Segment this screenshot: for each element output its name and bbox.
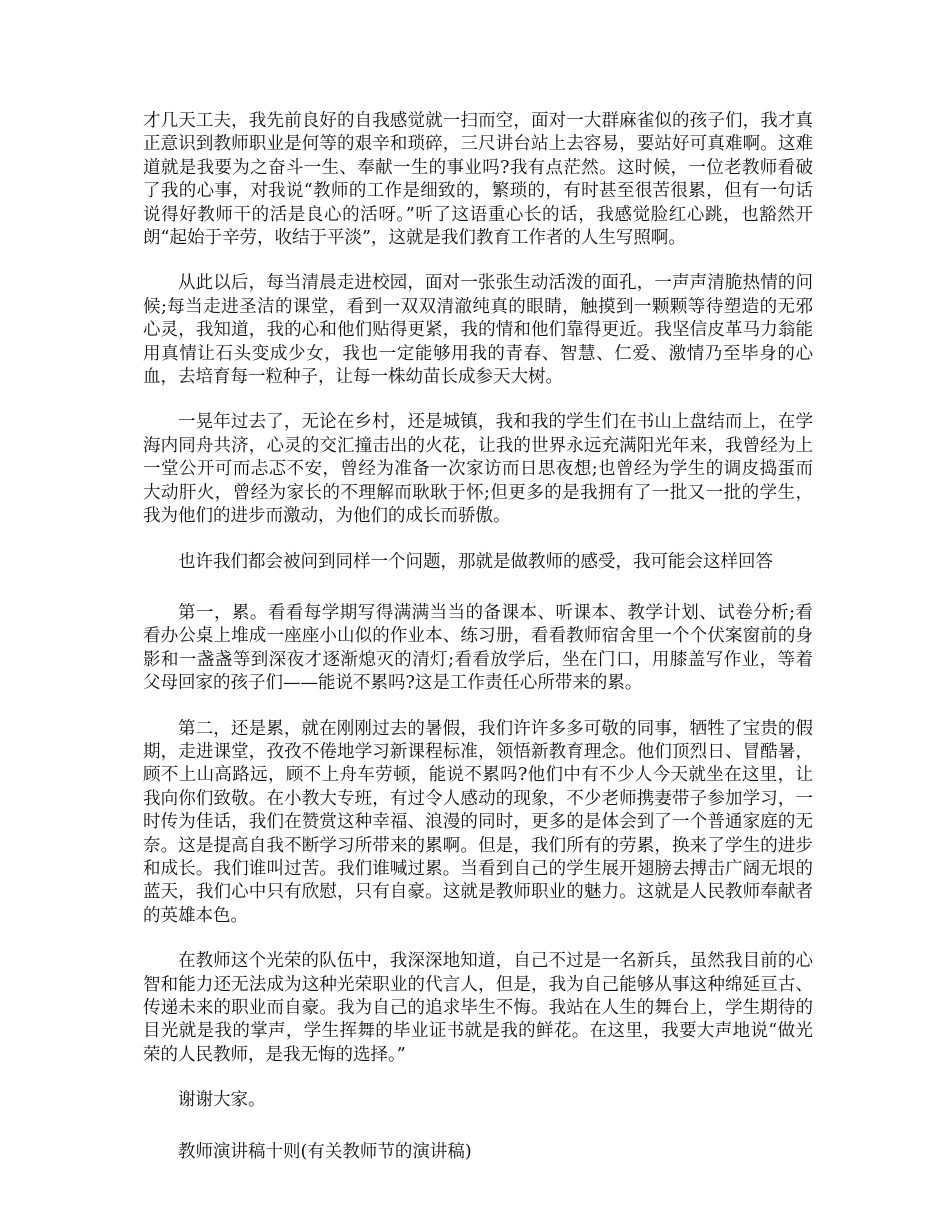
next-article-title: 教师演讲稿十则(有关教师节的演讲稿) — [178, 1141, 472, 1162]
paragraph-1: 才几天工夫，我先前良好的自我感觉就一扫而空，面对一大群麻雀似的孩子们，我才真正意识到教师职业是何等的艰辛和琐碎，三尺讲台站上去容易，要站好可真难啊。这难道就是我要为之奋斗一生、奉献一生的事业吗?我有点茫然。这时候，一位老教师看破了我的心事，对我说“教师的工作是细致的，繁琐的，有时甚至很苦很累，但有一句话说得好教师干的活是良心的活呀。”听了这语重心长的话，我感觉脸红心跳，也豁然开朗“起始于辛劳，收结于平淡”，这就是我们教育工作者的人生写照啊。 — [143, 111, 813, 249]
paragraph-4: 也许我们都会被问到同样一个问题，那就是做教师的感受，我可能会这样回答 — [178, 551, 773, 572]
paragraph-7: 在教师这个光荣的队伍中，我深深地知道，自己不过是一名新兵，虽然我目前的心智和能力还无法成为这种光荣职业的代言人，但是，我为自己能够从事这种绵延亘古、传递未来的职业而自豪。我为自己的追求毕生不悔。我站在人生的舞台上，学生期待的目光就是我的掌声，学生挥舞的毕业证书就是我的鲜花。在这里，我要大声地说“做光荣的人民教师，是我无悔的选择。” — [143, 951, 813, 1065]
document-page — [143, 110, 813, 1186]
closing-thanks: 谢谢大家。 — [178, 1090, 266, 1111]
paragraph-5: 第一，累。看看每学期写得满满当当的备课本、听课本、教学计划、试卷分析;看看办公桌上堆成一座座小山似的作业本、练习册，看看教师宿舍里一个个伏案窗前的身影和一盏盏等到深夜才逐渐熄灭的清灯;看看放学后，坐在门口，用膝盖写作业，等着父母回家的孩子们——能说不累吗?这是工作责任心所带来的累。 — [143, 602, 813, 694]
paragraph-2: 从此以后，每当清晨走进校园，面对一张张生动活泼的面孔，一声声清脆热情的问候;每当走进圣洁的课堂，看到一双双清澈纯真的眼睛，触摸到一颗颗等待塑造的无邪心灵，我知道，我的心和他们贴得更紧，我的情和他们靠得更近。我坚信皮革马力翁能用真情让石头变成少女，我也一定能够用我的青春、智慧、仁爱、激情乃至毕身的心血，去培育每一粒种子，让每一株幼苗长成参天大树。 — [143, 273, 813, 388]
paragraph-6: 第二，还是累，就在刚刚过去的暑假，我们许许多多可敬的同事，牺牲了宝贵的假期，走进课堂，孜孜不倦地学习新课程标准，领悟新教育理念。他们顶烈日、冒酷暑，顾不上山高路远，顾不上舟车劳顿，能说不累吗?他们中有不少人今天就坐在这里，让我向你们致敬。在小教大专班，有过令人感动的现象，不少老师携妻带子参加学习，一时传为佳话，我们在赞赏这种幸福、浪漫的同时，更多的是体会到了一个普通家庭的无奈。这是提高自我不断学习所带来的累啊。但是，我们所有的劳累，换来了学生的进步和成长。我们谁叫过苦。我们谁喊过累。当看到自己的学生展开翅膀去搏击广阔无垠的蓝天，我们心中只有欣慰，只有自豪。这就是教师职业的魅力。这就是人民教师奉献者的英雄本色。 — [143, 718, 813, 926]
paragraph-3: 一晃年过去了，无论在乡村，还是城镇，我和我的学生们在书山上盘结而上，在学海内同舟共济，心灵的交汇撞击出的火花，让我的世界永远充满阳光年来，我曾经为上一堂公开可而忐忑不安，曾经为准备一次家访而日思夜想;也曾经为学生的调皮捣蛋而大动肝火，曾经为家长的不理解而耿耿于怀;但更多的是我拥有了一批又一批的学生，我为他们的进步而激动，为他们的成长而骄傲。 — [143, 412, 813, 527]
